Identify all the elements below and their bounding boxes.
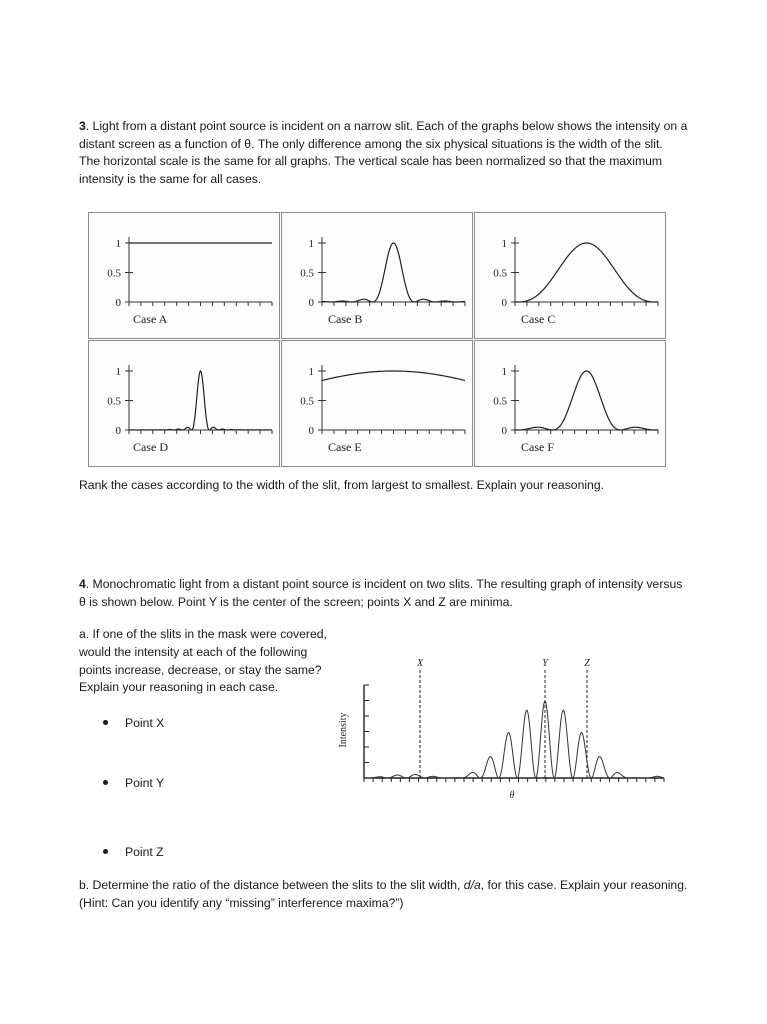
svg-text:0: 0 [501, 297, 507, 309]
svg-text:0.5: 0.5 [300, 395, 314, 408]
svg-text:1: 1 [308, 238, 314, 250]
question-3-text: . Light from a distant point source is incident on a narrow slit. Each of the graphs below shows the intensity on a distant screen as a function of θ. The only difference among the six physical situations is the width of the slit. [79, 119, 688, 151]
svg-text:0.5: 0.5 [493, 267, 507, 280]
svg-text:Z: Z [584, 658, 590, 669]
svg-text:0: 0 [115, 297, 121, 309]
svg-text:0.5: 0.5 [300, 267, 314, 280]
svg-text:0: 0 [501, 425, 507, 437]
question-3-scale-note: The horizontal scale is the same for all graphs. The vertical scale has been normalized so that the maximum intensity is the same for all cases. [79, 154, 663, 186]
case-label: Case B [328, 312, 363, 326]
bullet-icon [103, 720, 108, 725]
svg-text:0: 0 [308, 297, 314, 309]
case-graph-d [88, 340, 280, 467]
question-number: 4 [79, 577, 86, 591]
case-graphs-figure [88, 212, 666, 468]
svg-text:1: 1 [308, 366, 314, 378]
svg-text:X: X [416, 658, 424, 669]
question-4-text: . Monochromatic light from a distant point source is incident on two slits. The resulting graph of intensity versus θ is shown below. Point Y is the center of the screen; points X and Z are minima. [79, 577, 683, 609]
svg-text:1: 1 [501, 238, 507, 250]
svg-text:1: 1 [115, 366, 121, 378]
bullet-icon [103, 780, 108, 785]
svg-text:1: 1 [115, 238, 121, 250]
case-label: Case D [133, 440, 168, 454]
svg-text:θ: θ [509, 790, 515, 801]
question-4-intro [79, 576, 689, 611]
question-4-part-b: b. Determine the ratio of the distance between the slits to the slit width, d/a, for this case. Explain your reasoning. (Hint: Can you identify any “missing” interference maxima?”) [79, 878, 688, 910]
ratio-variable: d/a [463, 878, 481, 892]
case-label: Case F [521, 440, 554, 454]
case-graph-f [474, 340, 666, 467]
svg-text:0.5: 0.5 [107, 267, 121, 280]
svg-text:Y: Y [542, 658, 548, 669]
case-graph-a [88, 212, 280, 339]
svg-text:1: 1 [501, 366, 507, 378]
bullet-icon [103, 849, 108, 854]
question-4-part-a: a. If one of the slits in the mask were covered, would the intensity at each of the following points increase, decrease, or stay the same? Explain your reasoning in each case. [79, 627, 327, 695]
svg-text:0.5: 0.5 [493, 395, 507, 408]
case-graph-c [474, 212, 666, 339]
svg-text:0: 0 [308, 425, 314, 437]
svg-text:0.5: 0.5 [107, 395, 121, 408]
case-graph-e [281, 340, 473, 467]
bullet-point-y: Point Y [103, 776, 164, 790]
question-3-rank-prompt: Rank the cases according to the width of the slit, from largest to smallest. Explain your reasoning. [79, 478, 604, 492]
bullet-point-z: Point Z [103, 845, 164, 859]
question-3-intro [79, 118, 689, 188]
question-number: 3 [79, 119, 86, 133]
double-slit-intensity-graph [332, 630, 674, 805]
case-graph-b [281, 212, 473, 339]
case-label: Case C [521, 312, 556, 326]
svg-text:Intensity: Intensity [338, 712, 349, 748]
case-label: Case E [328, 440, 362, 454]
svg-text:0: 0 [115, 425, 121, 437]
case-label: Case A [133, 312, 168, 326]
bullet-point-x: Point X [103, 716, 164, 730]
